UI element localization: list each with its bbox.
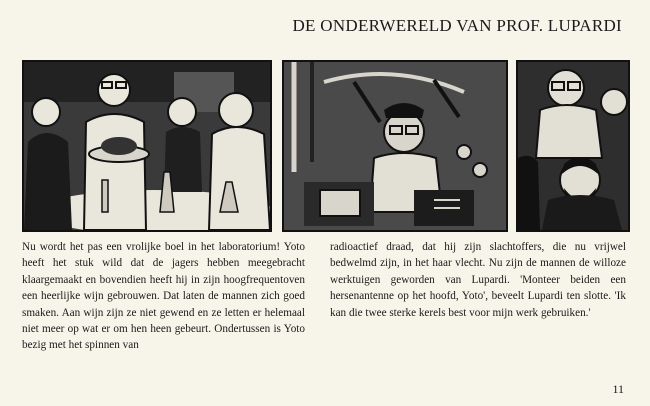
page-title: DE ONDERWERELD VAN PROF. LUPARDI <box>292 16 622 35</box>
comic-panel-1 <box>22 60 272 232</box>
comic-panel-2 <box>282 60 508 232</box>
text-column-right: radioactief draad, dat hij zijn slachtoffers, die nu vrijwel bedwelmd zijn, in het haar vlecht. Nu zijn de mannen de willoze werktuigen geworden van Lupardi. 'Monteer beiden een hersenantenne op het hoofd, Yoto', beveelt Lupardi ten slotte. 'Ik kan die twee sterke kerels best voor mijn werk gebruiken.' <box>330 241 626 319</box>
panel-2-illustration <box>284 62 506 230</box>
panel-3-illustration <box>518 62 628 230</box>
page-number: 11 <box>612 382 624 396</box>
comic-panel-3 <box>516 60 630 232</box>
panel-1-illustration <box>24 62 270 230</box>
text-column-left: Nu wordt het pas een vrolijke boel in het laboratorium! Yoto heeft het stuk wild dat de jagers hebben meegebracht klaargemaakt en bovendien heeft hij in zijn hoogfrequentoven een heerlijke wijn gebrouwen. Dat laten de mannen zich goed smaken. Aan wijn zijn ze niet gewend en ze letten er helemaal niet meer op wat er om hen heen gebeurt. Ondertussen is Yoto bezig met het spinnen van <box>22 241 305 352</box>
